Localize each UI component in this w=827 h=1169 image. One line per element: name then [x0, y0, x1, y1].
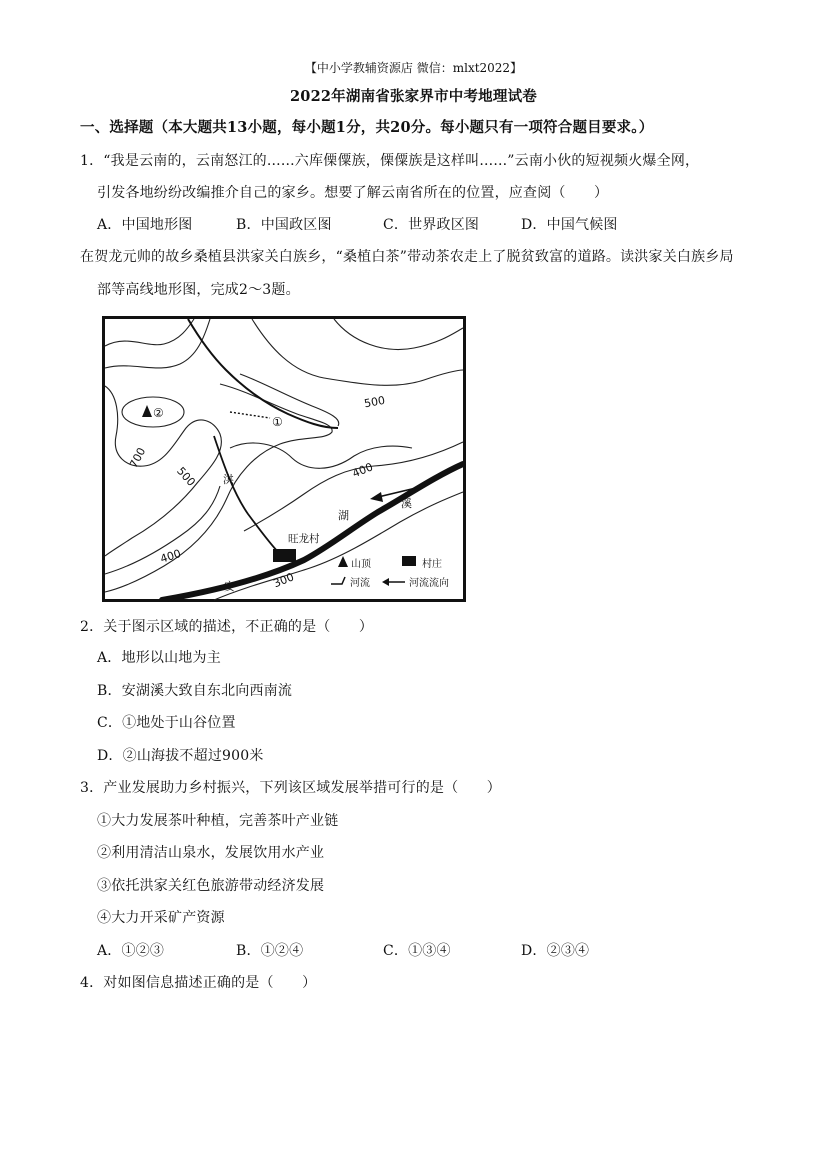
contour-label: 400	[350, 460, 375, 481]
q1-option-b: B．中国政区图	[236, 217, 332, 233]
q3-stem: 3．产业发展助力乡村振兴，下列该区域发展举措可行的是（ ）	[80, 780, 501, 796]
place-char: 洪	[223, 473, 234, 486]
river-name-char: 安	[224, 580, 235, 593]
q3-option-b: B．①②④	[236, 943, 304, 959]
peak-2-label: ②	[153, 406, 164, 420]
q2-option-c: C．①地处于山谷位置	[97, 715, 236, 731]
q1-option-c: C．世界政区图	[383, 217, 480, 233]
q3-option-d: D．②③④	[521, 943, 590, 959]
contour-map	[102, 316, 466, 602]
village-square-icon	[273, 549, 296, 562]
legend-peak-label: 山顶	[351, 559, 371, 570]
contour-label: 700	[127, 445, 149, 471]
contour-label: 500	[174, 464, 198, 489]
site-1-label: ①	[272, 415, 283, 429]
q1-option-a: A．中国地形图	[97, 217, 193, 233]
q2-option-a: A．地形以山地为主	[97, 650, 221, 666]
q2-stem: 2．关于图示区域的描述，不正确的是（ ）	[80, 619, 374, 635]
contour-label: 300	[271, 570, 296, 591]
source-note: 【中小学教辅资源店 微信：mlxt2022】	[304, 61, 523, 75]
q3-option-c: C．①③④	[383, 943, 451, 959]
q3-option-a: A．①②③	[97, 943, 165, 959]
q3-options	[0, 941, 827, 961]
q2-option-b: B．安湖溪大致自东北向西南流	[97, 683, 293, 699]
legend-village-label: 村庄	[422, 559, 442, 570]
river-name-char: 湖	[338, 509, 349, 522]
exam-title: 2022年湖南省张家界市中考地理试卷	[290, 88, 537, 105]
contour-label: 500	[363, 393, 387, 411]
q1-options	[0, 215, 827, 235]
section-heading: 一、选择题（本大题共13小题，每小题1分，共20分。每小题只有一项符合题目要求。）	[80, 119, 654, 136]
contour-label: 400	[158, 546, 183, 566]
q4-stem: 4．对如图信息描述正确的是（ ）	[80, 975, 317, 991]
legend-river-label: 河流	[350, 578, 370, 589]
q1-option-d: D．中国气候图	[521, 217, 618, 233]
q1-stem-line-1: 1．“我是云南的，云南怒江的......六库傈僳族，傈僳族是这样叫......”云南小伙的短视频火爆全网，	[80, 153, 700, 169]
q2-option-d: D．②山海拔不超过900米	[97, 748, 264, 764]
q3-statement-3: ③依托洪家关红色旅游带动经济发展	[97, 878, 325, 894]
material-line-2: 部等高线地形图，完成2～3题。	[97, 282, 300, 298]
village-name: 旺龙村	[288, 533, 320, 545]
legend-flow-label: 河流流向	[409, 578, 449, 589]
material-line-1: 在贺龙元帅的故乡桑植县洪家关白族乡，“桑植白茶”带动茶农走上了脱贫致富的道路。读洪家关白族乡局	[80, 249, 734, 265]
legend-village-icon	[402, 556, 416, 566]
q3-statement-4: ④大力开采矿产资源	[97, 910, 225, 926]
q1-stem-line-2: 引发各地纷纷改编推介自己的家乡。想要了解云南省所在的位置，应查阅（ ）	[97, 185, 609, 201]
q3-statement-1: ①大力发展茶叶种植，完善茶叶产业链	[97, 813, 339, 829]
river-name-char: 溪	[401, 497, 412, 510]
q3-statement-2: ②利用清洁山泉水，发展饮用水产业	[97, 845, 325, 861]
